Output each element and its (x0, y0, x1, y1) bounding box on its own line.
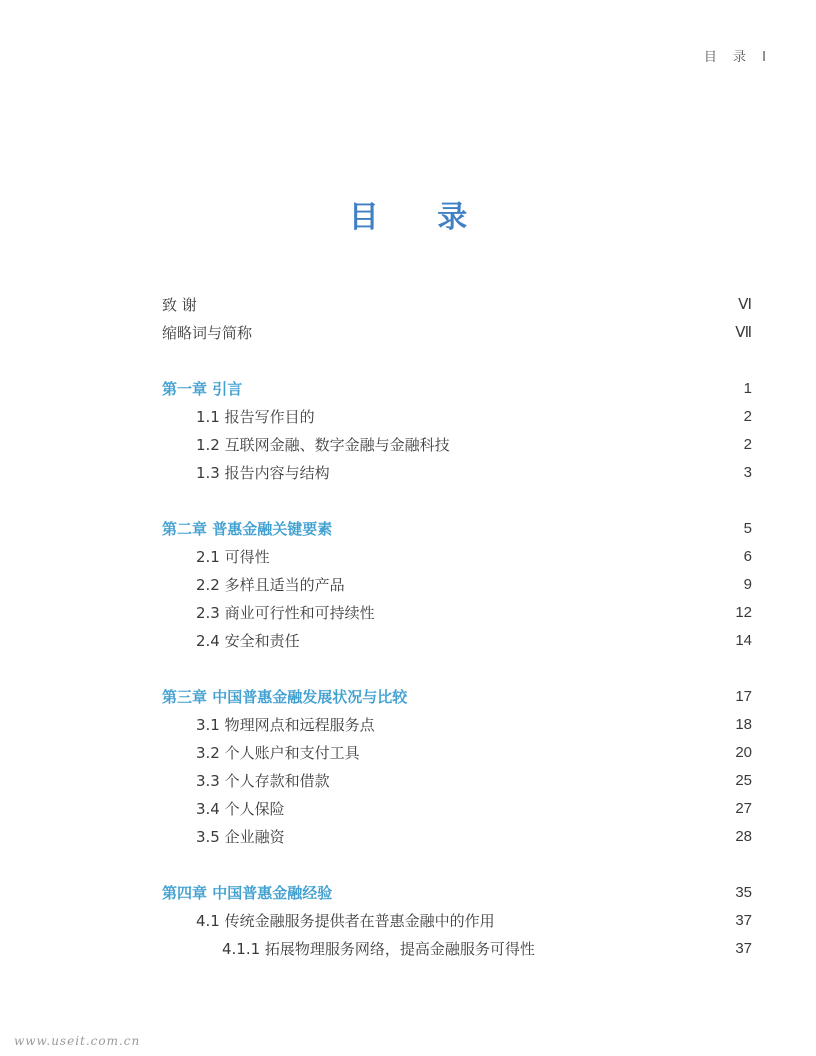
toc-chapter-label: 第三章 中国普惠金融发展状况与比较 (162, 687, 408, 706)
toc-section-label: 3.2 个人账户和支付工具 (196, 743, 360, 762)
toc-section-label: 4.1 传统金融服务提供者在普惠金融中的作用 (196, 911, 495, 930)
toc-section-page: 20 (735, 743, 752, 761)
toc-section-1-2[interactable] (162, 430, 752, 458)
toc-section-label: 2.3 商业可行性和可持续性 (196, 603, 375, 622)
toc-section-page: 6 (743, 547, 752, 565)
toc-section-page: 2 (743, 435, 752, 453)
toc-section-4-1[interactable] (162, 906, 752, 934)
toc-chapter-page: 17 (735, 687, 752, 705)
toc-subsection-label: 4.1.1 拓展物理服务网络，提高金融服务可得性 (222, 939, 535, 958)
toc-section-page: 14 (735, 631, 752, 649)
toc-section-2-1[interactable] (162, 542, 752, 570)
toc-section-page: 9 (743, 575, 752, 593)
toc-section-page: 2 (743, 407, 752, 425)
toc-section-2-3[interactable] (162, 598, 752, 626)
toc-section-label: 2.4 安全和责任 (196, 631, 300, 650)
toc-section-3-1[interactable] (162, 710, 752, 738)
toc-chapter-page: 35 (735, 883, 752, 901)
toc-section-label: 3.3 个人存款和借款 (196, 771, 330, 790)
toc-section-1-3[interactable] (162, 458, 752, 486)
toc-section-page: 37 (735, 911, 752, 929)
toc-section-page: 18 (735, 715, 752, 733)
toc-entry-label: 致 谢 (162, 295, 197, 314)
toc-chapter-2[interactable] (162, 514, 752, 542)
toc-section-2-4[interactable] (162, 626, 752, 654)
toc-section-page: 28 (735, 827, 752, 845)
toc-section-2-2[interactable] (162, 570, 752, 598)
toc-section-label: 1.2 互联网金融、数字金融与金融科技 (196, 435, 450, 454)
toc-section-label: 3.1 物理网点和远程服务点 (196, 715, 375, 734)
toc-section-label: 2.2 多样且适当的产品 (196, 575, 345, 594)
toc-chapter-label: 第一章 引言 (162, 379, 243, 398)
toc-section-page: 27 (735, 799, 752, 817)
toc-section-label: 3.5 企业融资 (196, 827, 285, 846)
toc-chapter-1[interactable] (162, 374, 752, 402)
toc-section-3-5[interactable] (162, 822, 752, 850)
toc-chapter-4[interactable] (162, 878, 752, 906)
toc-section-label: 2.1 可得性 (196, 547, 270, 566)
toc-entry-abbreviations[interactable] (162, 318, 752, 346)
toc-entry-acknowledgements[interactable] (162, 290, 752, 318)
toc-section-label: 1.3 报告内容与结构 (196, 463, 330, 482)
toc-chapter-label: 第二章 普惠金融关键要素 (162, 519, 333, 538)
toc-section-page: 3 (743, 463, 752, 481)
table-of-contents (162, 290, 752, 962)
toc-entry-label: 缩略词与简称 (162, 323, 253, 342)
toc-entry-page: Ⅶ (735, 324, 752, 341)
toc-chapter-page: 5 (743, 519, 752, 537)
toc-section-3-2[interactable] (162, 738, 752, 766)
toc-chapter-page: 1 (743, 379, 752, 397)
toc-chapter-label: 第四章 中国普惠金融经验 (162, 883, 333, 902)
toc-chapter-3[interactable] (162, 682, 752, 710)
toc-section-1-1[interactable] (162, 402, 752, 430)
toc-entry-page: Ⅵ (738, 296, 752, 313)
toc-section-3-4[interactable] (162, 794, 752, 822)
watermark: www.useit.com.cn (14, 1034, 141, 1048)
page-title: 目 录 (348, 200, 492, 235)
toc-section-page: 25 (735, 771, 752, 789)
toc-section-label: 3.4 个人保险 (196, 799, 285, 818)
toc-section-label: 1.1 报告写作目的 (196, 407, 315, 426)
running-header: 目 录 Ⅰ (703, 50, 772, 65)
toc-subsection-page: 37 (735, 939, 752, 957)
toc-subsection-4-1-1[interactable] (162, 934, 752, 962)
toc-section-page: 12 (735, 603, 752, 621)
toc-section-3-3[interactable] (162, 766, 752, 794)
